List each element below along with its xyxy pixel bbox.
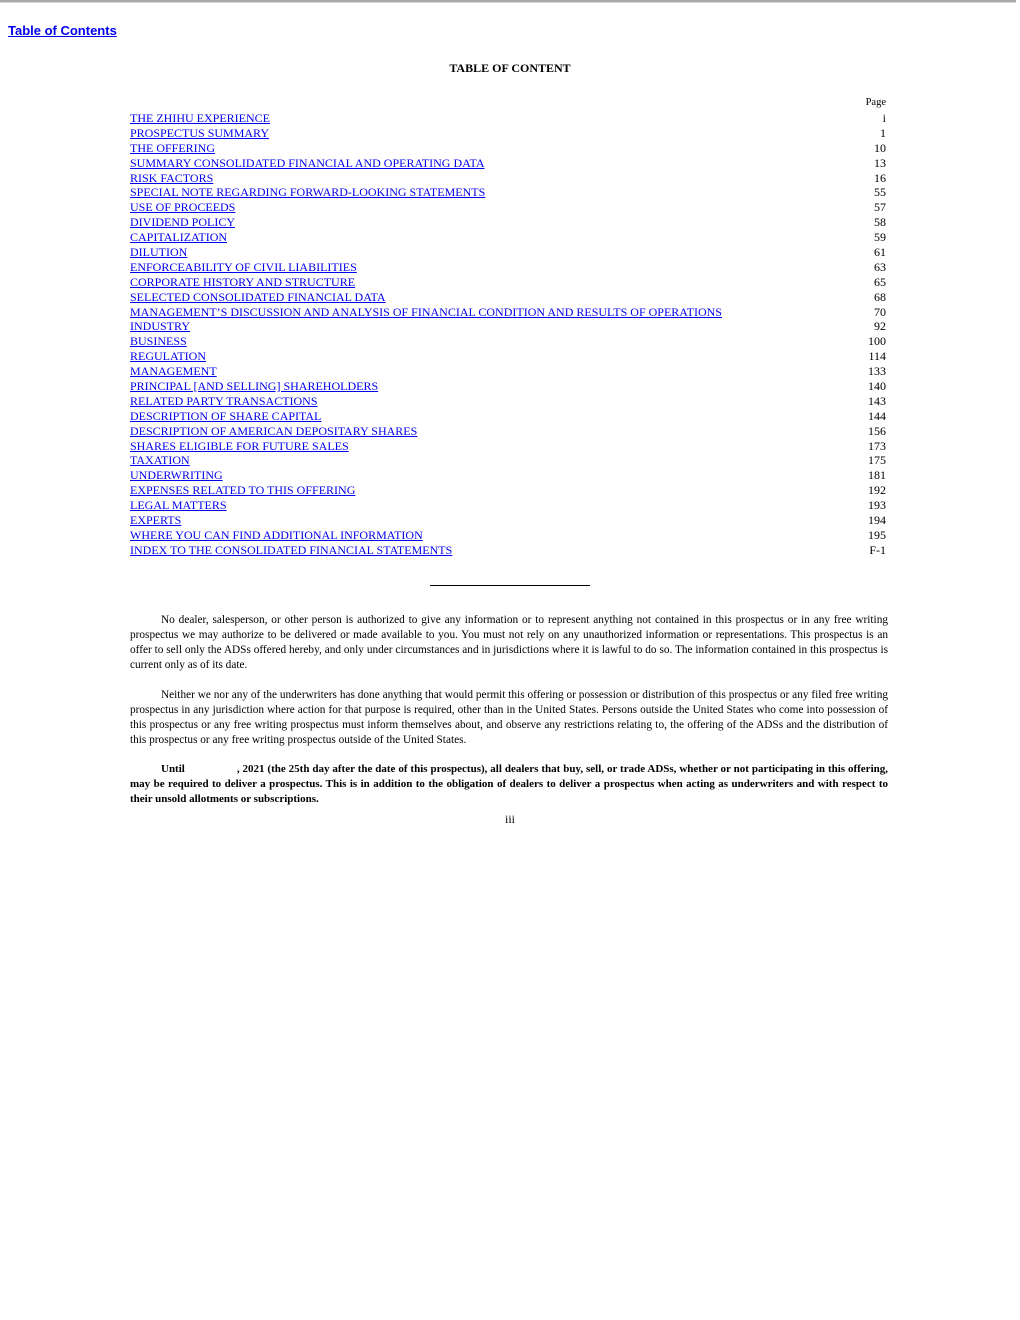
toc-row [130, 185, 886, 200]
toc-row [130, 364, 886, 379]
toc-row [130, 141, 886, 156]
toc-page-number: 193 [868, 498, 886, 513]
toc-page-number: 70 [874, 304, 886, 319]
toc-entry-link[interactable]: WHERE YOU CAN FIND ADDITIONAL INFORMATION [130, 527, 423, 542]
toc-entry-link[interactable]: PROSPECTUS SUMMARY [130, 125, 270, 140]
toc-entry-link[interactable]: ENFORCEABILITY OF CIVIL LIABILITIES [130, 259, 357, 274]
dealer-notice-paragraph [130, 762, 888, 807]
toc-page-number: 143 [868, 393, 886, 408]
toc-row [130, 468, 886, 483]
toc-page-number: 65 [874, 274, 886, 289]
toc-page-number: 144 [868, 408, 886, 423]
toc-page-number: 114 [868, 349, 886, 364]
toc-row [130, 543, 886, 558]
toc-row [130, 453, 886, 468]
toc-page-number: F-1 [869, 542, 886, 557]
toc-row [130, 379, 886, 394]
toc-entry-link[interactable]: UNDERWRITING [130, 468, 223, 483]
toc-entry-link[interactable]: DESCRIPTION OF SHARE CAPITAL [130, 408, 322, 423]
toc-page-number: 10 [874, 140, 886, 155]
toc-row [130, 394, 886, 409]
toc-entry-link[interactable]: CAPITALIZATION [130, 230, 228, 245]
toc-page-number: 194 [868, 513, 886, 528]
toc-entry-link[interactable]: REGULATION [130, 349, 206, 364]
toc-row [130, 483, 886, 498]
toc-row [130, 230, 886, 245]
table-of-contents-link[interactable]: Table of Contents [8, 23, 117, 38]
dealer-notice-start: Until [161, 763, 185, 775]
toc-page-number: 13 [874, 155, 886, 170]
toc-entry-link[interactable]: THE ZHIHU EXPERIENCE [130, 111, 270, 125]
toc-page-number: 68 [874, 289, 886, 304]
toc-entry-link[interactable]: MANAGEMENT’S DISCUSSION AND ANALYSIS OF FINANCIAL CONDITION AND RESULTS OF OPERATIONS [130, 304, 722, 319]
toc-entry-link[interactable]: DILUTION [130, 245, 188, 260]
toc-page-number: 175 [868, 453, 886, 468]
disclaimer-paragraph: No dealer, salesperson, or other person is authorized to give any information or to represent anything not contained in this prospectus or in any free writing prospectus we may authorize to be delivered or made available to you. You must not rely on any unauthorized information or representations. This prospectus is an offer to sell only the ADSs offered hereby, and only under circumstances and in jurisdictions where it is lawful to do so. The information contained in this prospectus is current only as of its date. [130, 614, 888, 672]
toc-page-number: 58 [874, 215, 886, 230]
toc-page-number: 63 [874, 259, 886, 274]
toc-entry-link[interactable]: CORPORATE HISTORY AND STRUCTURE [130, 274, 356, 289]
toc-entry-link[interactable]: EXPENSES RELATED TO THIS OFFERING [130, 483, 356, 498]
dealer-notice-rest: , 2021 (the 25th day after the date of this prospectus), all dealers that buy, sell, or trade ADSs, whether or not participating in this offering, may be required to deliver a prospectus. This is in addition to the obligation of dealers to deliver a prospectus when acting as underwriters and with respect to their unsold allotments or subscriptions. [130, 763, 888, 805]
toc-row [130, 290, 886, 305]
toc-entry-link[interactable]: TAXATION [130, 453, 190, 468]
toc-page-number: 55 [874, 185, 886, 200]
toc-row [130, 126, 886, 141]
toc-entry-link[interactable]: SUMMARY CONSOLIDATED FINANCIAL AND OPERATING DATA [130, 155, 485, 170]
toc-row [130, 498, 886, 513]
toc-entry-link[interactable]: SHARES ELIGIBLE FOR FUTURE SALES [130, 438, 349, 453]
toc-row [130, 156, 886, 171]
toc-page-number: 195 [868, 527, 886, 542]
toc-entry-link[interactable]: SPECIAL NOTE REGARDING FORWARD-LOOKING STATEMENTS [130, 185, 486, 200]
toc-page-number: 92 [874, 319, 886, 334]
toc-row [130, 319, 886, 334]
toc-row [130, 171, 886, 186]
toc-entry-link[interactable]: EXPERTS [130, 513, 182, 528]
toc-entry-link[interactable]: RELATED PARTY TRANSACTIONS [130, 393, 318, 408]
toc-row [130, 260, 886, 275]
toc-page-number: 133 [868, 364, 886, 379]
toc-entry-link[interactable]: BUSINESS [130, 334, 187, 349]
toc-entry-link[interactable]: DESCRIPTION OF AMERICAN DEPOSITARY SHARES [130, 423, 418, 438]
toc-row [130, 200, 886, 215]
toc-entry-link[interactable]: INDEX TO THE CONSOLIDATED FINANCIAL STATEMENTS [130, 542, 453, 557]
toc-list [130, 111, 886, 558]
toc-row [130, 424, 886, 439]
toc-page-number: 16 [874, 170, 886, 185]
toc-row [130, 409, 886, 424]
toc-entry-link[interactable]: THE OFFERING [130, 140, 216, 155]
toc-entry-link[interactable]: MANAGEMENT [130, 364, 217, 379]
toc-page-number: 156 [868, 423, 886, 438]
toc-page-number: 173 [868, 438, 886, 453]
toc-entry-link[interactable]: DIVIDEND POLICY [130, 215, 235, 230]
toc-page-number: 192 [868, 483, 886, 498]
toc-row [130, 215, 886, 230]
page-column-header: Page [865, 97, 886, 108]
toc-page-number: 61 [874, 245, 886, 260]
toc-page-number: 181 [868, 468, 886, 483]
toc-entry-link[interactable]: LEGAL MATTERS [130, 498, 227, 513]
toc-page-number: 100 [868, 334, 886, 349]
toc-row [130, 439, 886, 454]
toc-entry-link[interactable]: INDUSTRY [130, 319, 191, 334]
section-divider [430, 585, 590, 586]
page-title: TABLE OF CONTENT [449, 61, 571, 75]
page-number: iii [504, 812, 515, 826]
toc-row [130, 349, 886, 364]
toc-page-number: i [882, 111, 886, 125]
toc-entry-link[interactable]: RISK FACTORS [130, 170, 214, 185]
toc-row [130, 275, 886, 290]
toc-row [130, 528, 886, 543]
toc-page-number: 59 [874, 230, 886, 245]
toc-entry-link[interactable]: PRINCIPAL [AND SELLING] SHAREHOLDERS [130, 379, 379, 394]
distribution-paragraph: Neither we nor any of the underwriters has done anything that would permit this offering or possession or distribution of this prospectus or any filed free writing prospectus in any jurisdiction where action for that purpose is required, other than in the United States. Persons outside the United States who come into possession of this prospectus or any free writing prospectus must inform themselves about, and observe any restrictions relating to, the offering of the ADSs and the distribution of this prospectus or any free writing prospectus outside of the United States. [130, 689, 888, 747]
toc-row [130, 334, 886, 349]
toc-entry-link[interactable]: USE OF PROCEEDS [130, 200, 236, 215]
toc-row [130, 513, 886, 528]
toc-entry-link[interactable]: SELECTED CONSOLIDATED FINANCIAL DATA [130, 289, 386, 304]
toc-page-number: 1 [880, 125, 886, 140]
toc-row [130, 305, 886, 320]
toc-page-number: 140 [868, 379, 886, 394]
toc-page-number: 57 [874, 200, 886, 215]
top-divider [0, 0, 1016, 3]
toc-row [130, 111, 886, 126]
toc-row [130, 245, 886, 260]
